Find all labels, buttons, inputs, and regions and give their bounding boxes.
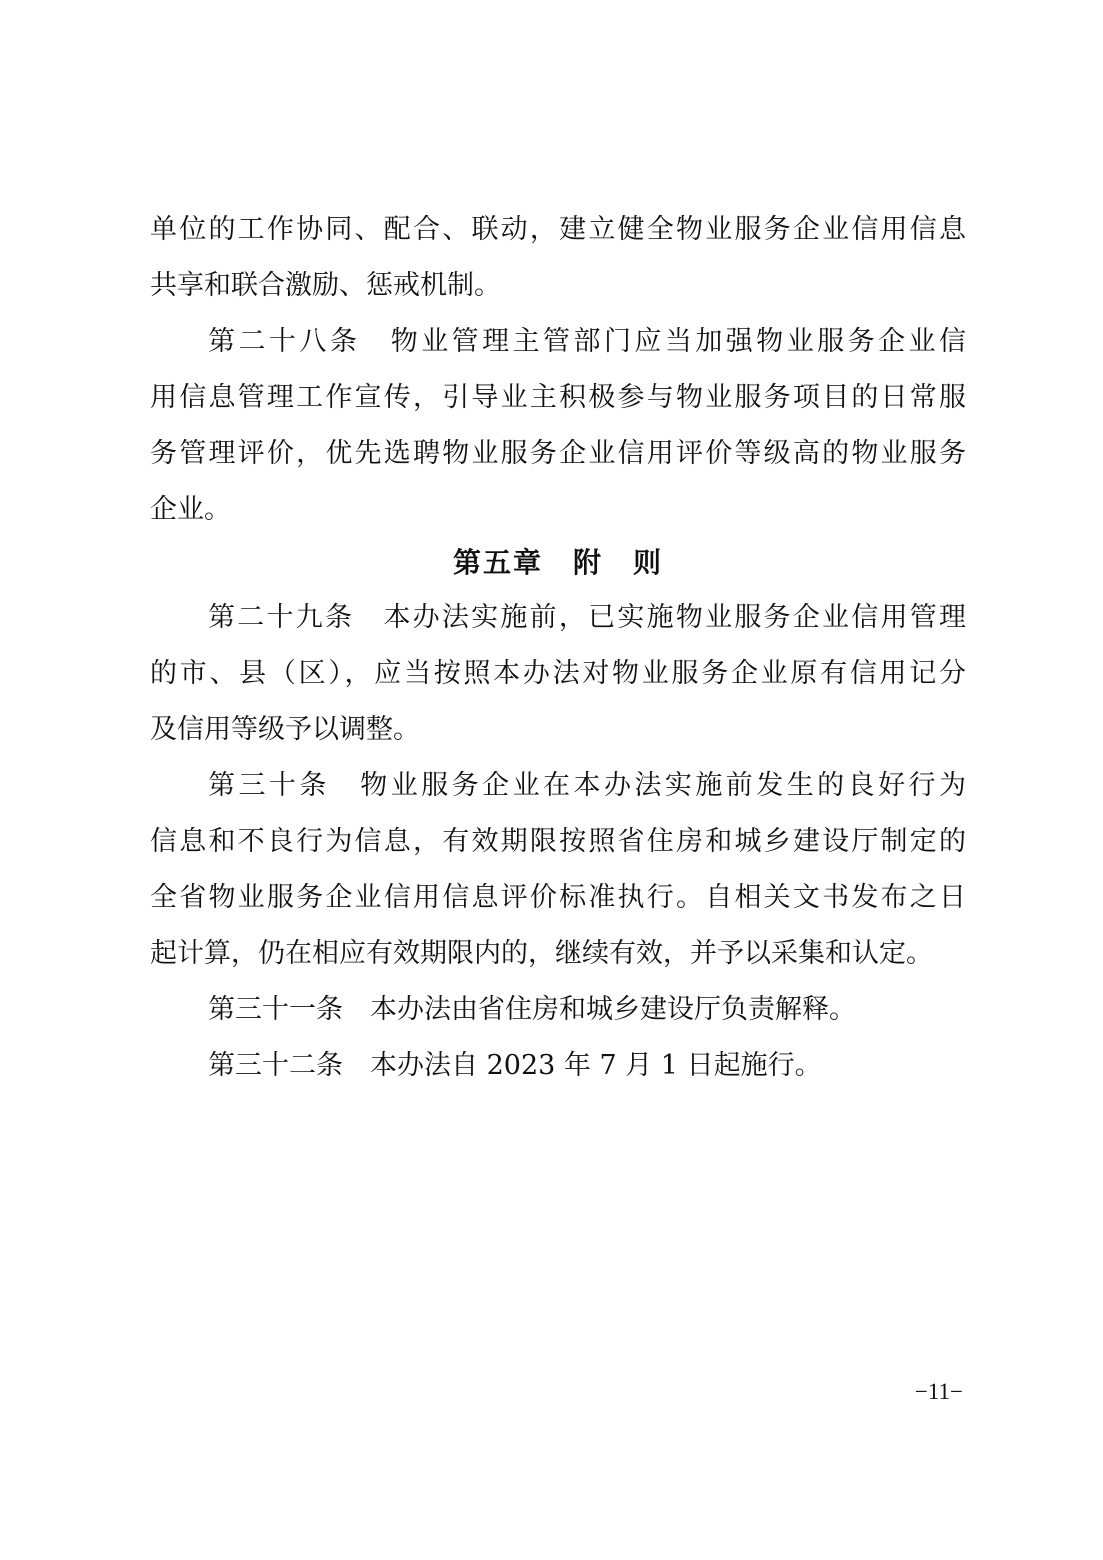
article-28-line-2: 用信息管理工作宣传，引导业主积极参与物业服务项目的日常服 <box>150 382 966 413</box>
article-32-line-1: 第三十二条 本办法自 2023 年 7 月 1 日起施行。 <box>208 1050 822 1081</box>
page-number: −11− <box>914 1379 963 1404</box>
article-30-line-3: 全省物业服务企业信用信息评价标准执行。自相关文书发布之日 <box>150 882 966 913</box>
article-28-line-4: 企业。 <box>150 494 231 525</box>
article-29-line-3: 及信用等级予以调整。 <box>150 714 420 745</box>
body-line-2: 共享和联合激励、惩戒机制。 <box>150 270 501 301</box>
article-29-line-2: 的市、县（区），应当按照本办法对物业服务企业原有信用记分 <box>150 658 966 689</box>
article-30-line-1: 第三十条 物业服务企业在本办法实施前发生的良好行为 <box>208 770 966 801</box>
article-28-line-3: 务管理评价，优先选聘物业服务企业信用评价等级高的物业服务 <box>150 438 966 469</box>
article-28-line-1: 第二十八条 物业管理主管部门应当加强物业服务企业信 <box>208 326 966 357</box>
body-line-1: 单位的工作协同、配合、联动，建立健全物业服务企业信用信息 <box>150 214 966 245</box>
article-29-line-1: 第二十九条 本办法实施前，已实施物业服务企业信用管理 <box>208 602 966 633</box>
chapter-heading: 第五章 附 则 <box>452 546 663 579</box>
article-30-line-4: 起计算，仍在相应有效期限内的，继续有效，并予以采集和认定。 <box>150 938 933 969</box>
article-30-line-2: 信息和不良行为信息，有效期限按照省住房和城乡建设厅制定的 <box>150 826 966 857</box>
article-31-line-1: 第三十一条 本办法由省住房和城乡建设厅负责解释。 <box>208 994 856 1025</box>
